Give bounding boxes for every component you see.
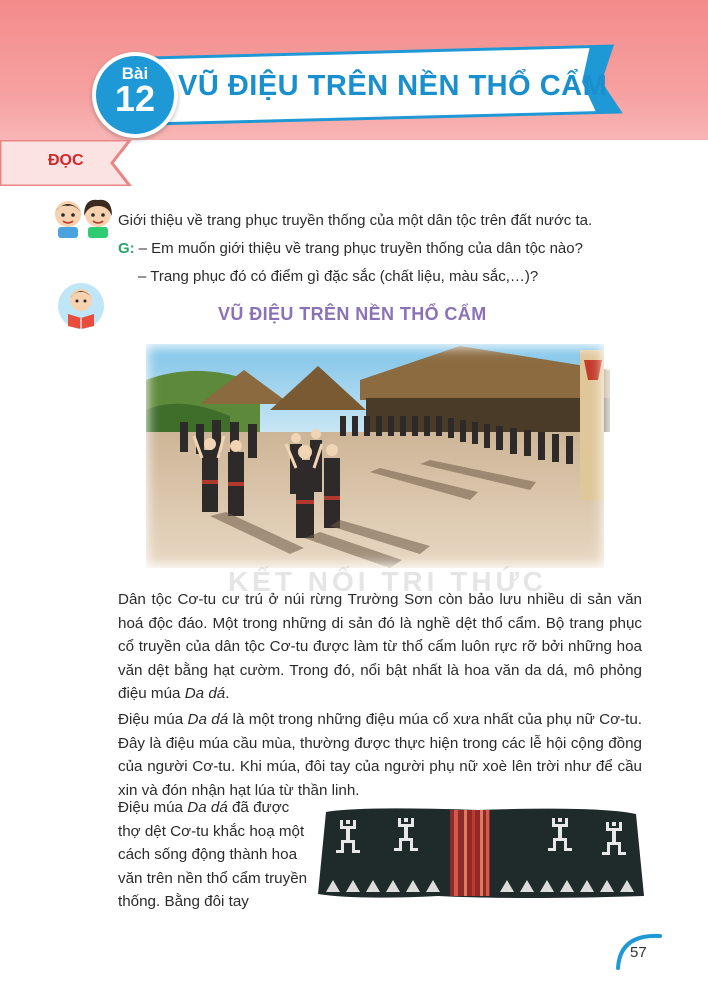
lesson-word: Bài xyxy=(121,64,149,83)
section-tag: ĐỌC xyxy=(48,152,84,169)
brocade-pattern-photo xyxy=(318,806,644,900)
page-number: 57 xyxy=(630,944,647,961)
warmup-question-2: – Trang phục đó có điểm gì đặc sắc (chất liệu, màu sắc,…)? xyxy=(138,268,539,285)
warmup-intro: Giới thiệu về trang phục truyền thống của một dân tộc trên đất nước ta. xyxy=(118,212,593,229)
reading-kid-icon xyxy=(56,282,106,330)
question-1-text: – Em muốn giới thiệu về trang phục truyền thống của dân tộc nào? xyxy=(138,240,583,257)
p2-text-b: là một trong những điệu múa cổ xưa nhất của phụ nữ Cơ-tu. Đây là điệu múa cầu mùa, thường được thực hiện trong các lễ hội cộng đồng của người Cơ-tu. Khi múa, đôi tay của người phụ nữ xoè lên trời như để cầu xin và đón nhận hạt lúa từ thần linh. xyxy=(118,711,642,799)
p1-italic: Da dá xyxy=(184,685,226,702)
reading-paragraph-1 xyxy=(118,588,642,706)
p3-text-b: đã được thợ dệt Cơ-tu khắc hoạ một cách sống động thành hoa văn trên nền thổ cẩm truyền thống. Bằng đôi tay xyxy=(118,799,308,910)
reading-paragraph-3 xyxy=(118,796,314,914)
p2-italic: Da dá xyxy=(187,711,229,728)
p3-text-a: Điệu múa xyxy=(118,799,188,816)
watermark: KẾT NỐI TRI THỨC xyxy=(228,566,547,597)
reading-paragraph-2 xyxy=(118,708,642,802)
lesson-title: VŨ ĐIỆU TRÊN NỀN THỔ CẨM xyxy=(178,70,608,102)
p2-text-a: Điệu múa xyxy=(118,711,188,728)
two-kids-icon xyxy=(50,198,118,238)
reading-title: VŨ ĐIỆU TRÊN NỀN THỔ CẨM xyxy=(218,304,487,324)
lesson-number: 12 xyxy=(114,78,156,119)
hint-prefix: G: xyxy=(118,240,135,257)
warmup-question-1 xyxy=(118,240,583,257)
p3-italic: Da dá xyxy=(187,799,228,816)
p1-text-b: . xyxy=(225,685,230,702)
dance-festival-photo xyxy=(140,340,610,572)
lesson-badge xyxy=(92,52,178,138)
p1-text-a: Dân tộc Cơ-tu cư trú ở núi rừng Trường Sơn còn bảo lưu nhiều di sản văn hoá độc đáo. Một trong những di sản đó là nghề dệt thổ cẩm. Bộ trang phục cổ truyền của dân tộc Cơ-tu được làm từ thổ cẩm luôn rực rỡ bởi những hoa văn dệt bằng hạt cườm. Trong đó, nổi bật nhất là hoa văn da dá, mô phỏng điệu múa xyxy=(118,591,642,702)
